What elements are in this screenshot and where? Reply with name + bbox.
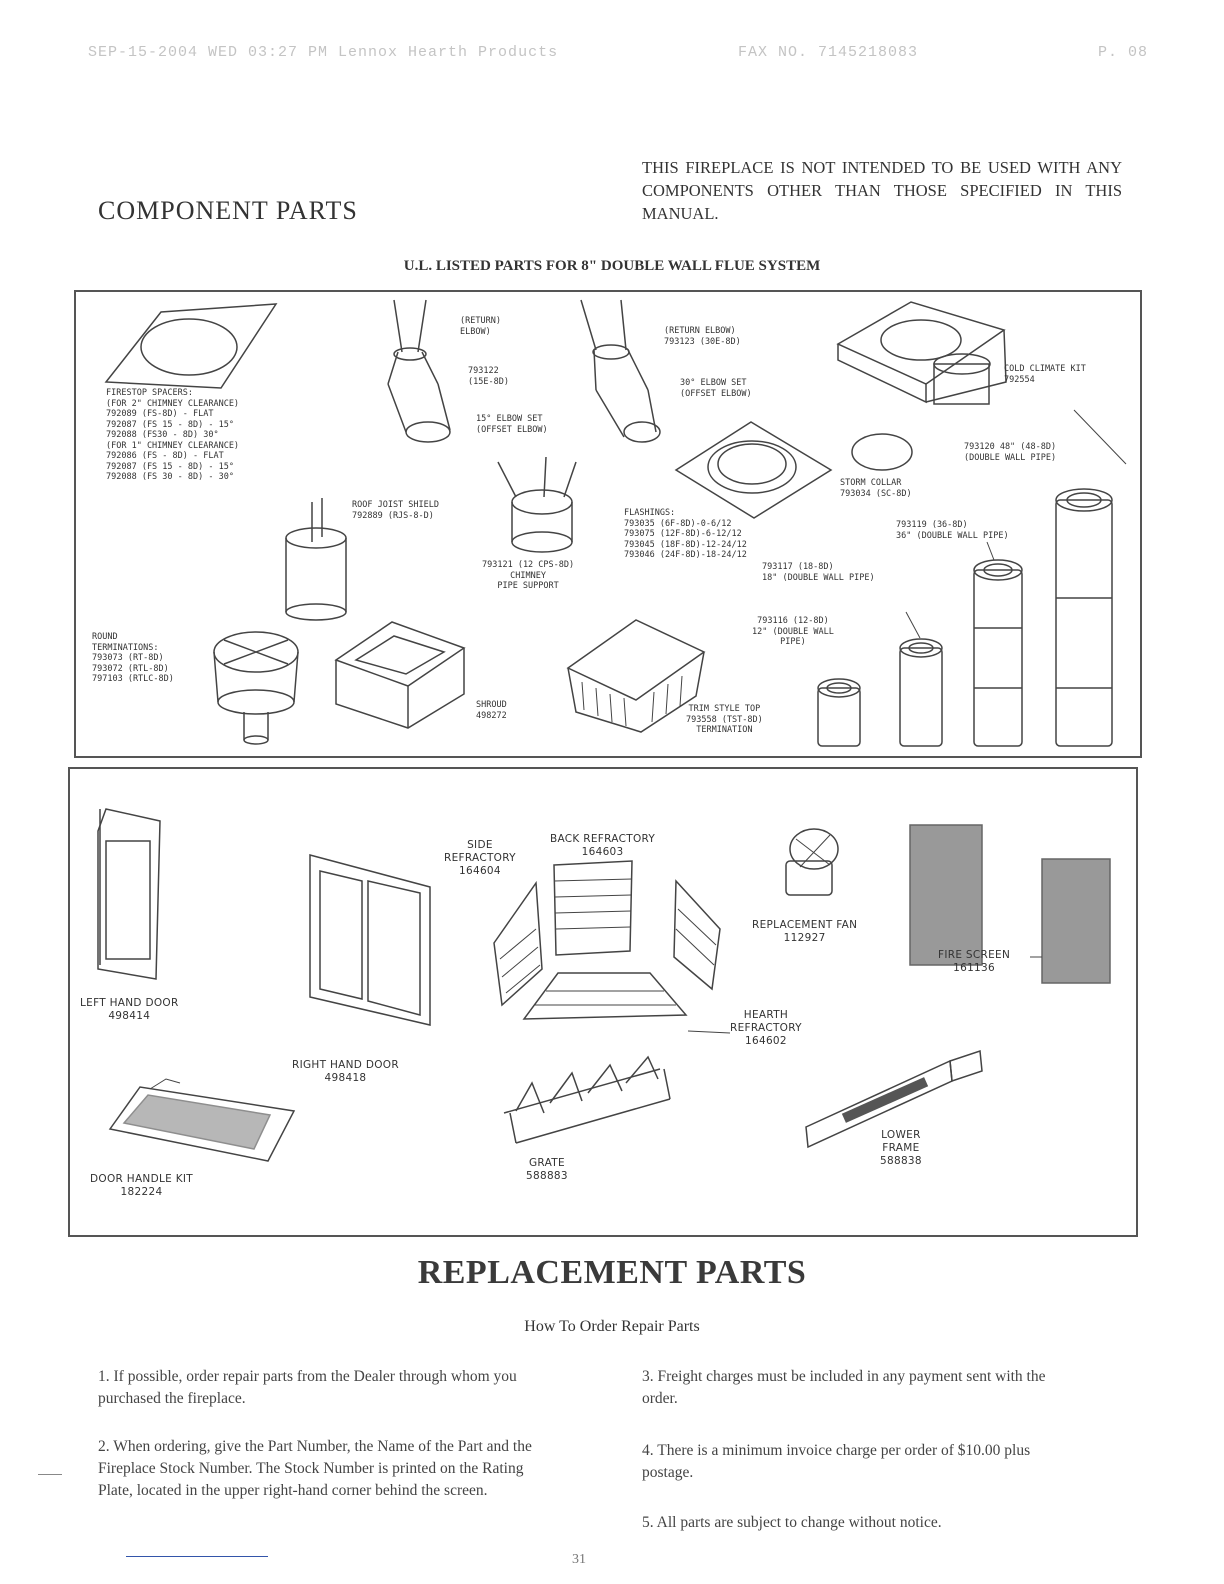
footer-rule — [126, 1556, 268, 1557]
pipe-18-label: 793117 (18-8D) 18" (DOUBLE WALL PIPE) — [762, 562, 875, 583]
roof-joist-shield-drawing — [286, 498, 346, 620]
storm-collar-label: STORM COLLAR 793034 (SC-8D) — [840, 478, 912, 499]
return-elbow-label: (RETURN) ELBOW) — [460, 316, 501, 337]
flashing-drawing — [676, 422, 831, 518]
lower-frame-label: LOWER FRAME 588838 — [880, 1129, 922, 1167]
hearth-refractory-label: HEARTH REFRACTORY 164602 — [730, 1009, 802, 1047]
cold-climate-kit-drawing — [838, 302, 1006, 404]
left-hand-door-drawing — [98, 809, 160, 979]
fireplace-parts-panel — [68, 767, 1138, 1237]
door-handle-kit-drawing — [110, 1079, 294, 1161]
instruction-2: 2. When ordering, give the Part Number, the Name of the Part and the Fireplace Stock Number. The Stock Number is printed on the Rating Plate, located in the upper right-hand corner behind the screen. — [98, 1438, 532, 1499]
fax-header-mid: FAX NO. 7145218083 — [738, 44, 919, 61]
side-refractory-label: SIDE REFRACTORY 164604 — [444, 839, 516, 877]
fax-header — [88, 44, 1148, 61]
return-elbow-drawing — [388, 300, 450, 442]
firestop-spacer-drawing — [106, 304, 276, 388]
pipe-12-label: 793116 (12-8D) 12" (DOUBLE WALL PIPE) — [752, 616, 834, 647]
page-title: COMPONENT PARTS — [98, 196, 358, 225]
usage-notice: THIS FIREPLACE IS NOT INTENDED TO BE USED WITH ANY COMPONENTS OTHER THAN THOSE SPECIFIED IN THIS MANUAL. — [642, 158, 1122, 223]
instruction-1: 1. If possible, order repair parts from the Dealer through whom you purchased the fireplace. — [98, 1368, 517, 1407]
left-hand-door-label: LEFT HAND DOOR 498414 — [80, 997, 179, 1022]
refractory-set-drawing — [494, 861, 720, 1019]
fax-header-right: P. 08 — [1097, 44, 1148, 61]
replacement-parts-title: REPLACEMENT PARTS — [417, 1254, 807, 1291]
elbow-30-label: 30° ELBOW SET (OFFSET ELBOW) — [680, 378, 752, 399]
fire-screen-label: FIRE SCREEN 161136 — [938, 949, 1011, 974]
round-termination-drawing — [214, 632, 298, 744]
trim-style-top-label: TRIM STYLE TOP 793558 (TST-8D) TERMINATION — [686, 704, 763, 735]
return-elbow-number-label: 793122 (15E-8D) — [468, 366, 509, 387]
pipe-36-label: 793119 (36-8D) 36" (DOUBLE WALL PIPE) — [896, 520, 1009, 541]
roof-joist-shield-label: ROOF JOIST SHIELD 792889 (RJS-8-D) — [352, 500, 439, 521]
pipe-48-label: 793120 48" (48-8D) (DOUBLE WALL PIPE) — [964, 442, 1057, 463]
shroud-label: SHROUD 498272 — [476, 700, 507, 721]
shroud-drawing — [336, 622, 464, 728]
door-handle-kit-label: DOOR HANDLE KIT 182224 — [90, 1173, 193, 1198]
instruction-4: 4. There is a minimum invoice charge per order of $10.00 plus postage. — [642, 1442, 1031, 1481]
instruction-3: 3. Freight charges must be included in any payment sent with the order. — [642, 1368, 1046, 1407]
page-number: 31 — [572, 1552, 586, 1567]
flue-parts-panel — [74, 290, 1142, 758]
trim-style-top-drawing — [568, 620, 704, 732]
right-hand-door-label: RIGHT HAND DOOR 498418 — [292, 1059, 399, 1084]
right-hand-door-drawing — [310, 855, 430, 1025]
return-elbow-30-drawing — [581, 300, 660, 442]
grate-drawing — [504, 1057, 670, 1143]
chimney-pipe-support-label: 793121 (12 CPS-8D) CHIMNEY PIPE SUPPORT — [482, 560, 575, 591]
storm-collar-drawing — [852, 434, 912, 470]
cold-climate-kit-label: COLD CLIMATE KIT 792554 — [1004, 364, 1086, 385]
margin-mark — [38, 1474, 62, 1475]
chimney-pipe-support-drawing — [498, 457, 576, 552]
firestop-spacers-label: FIRESTOP SPACERS: (FOR 2" CHIMNEY CLEARANCE) 792089 (FS-8D) - FLAT 792087 (FS 15 - 8D) - 15° 792088 (FS30 - 8D) 30° (FOR 1" CHIMNEY CLEARANCE) 792086 (FS - 8D) - FLAT 792087 (FS 15 - 8D) - 15° 792088 (FS 30 - 8D) - 30° — [106, 388, 240, 482]
instruction-5: 5. All parts are subject to change without notice. — [642, 1514, 942, 1531]
elbow-15-label: 15° ELBOW SET (OFFSET ELBOW) — [476, 414, 548, 435]
replacement-fan-label: REPLACEMENT FAN 112927 — [752, 919, 858, 944]
how-to-order-heading: How To Order Repair Parts — [524, 1318, 700, 1335]
back-refractory-label: BACK REFRACTORY 164603 — [550, 833, 656, 858]
replacement-fan-drawing — [786, 829, 838, 895]
round-terminations-label: ROUND TERMINATIONS: 793073 (RT-8D) 793072 (RTL-8D) 797103 (RTLC-8D) — [92, 632, 174, 684]
flashings-label: FLASHINGS: 793035 (6F-8D)-0-6/12 793075 (12F-8D)-6-12/12 793045 (18F-8D)-12-24/12 793046 (24F-8D)-18-24/12 — [624, 508, 747, 560]
grate-label: GRATE 588883 — [526, 1157, 568, 1182]
fax-header-left: SEP-15-2004 WED 03:27 PM Lennox Hearth Products — [88, 44, 559, 61]
flue-system-heading: U.L. LISTED PARTS FOR 8" DOUBLE WALL FLUE SYSTEM — [403, 258, 821, 274]
return-elbow-30-label: (RETURN ELBOW) 793123 (30E-8D) — [664, 326, 741, 347]
